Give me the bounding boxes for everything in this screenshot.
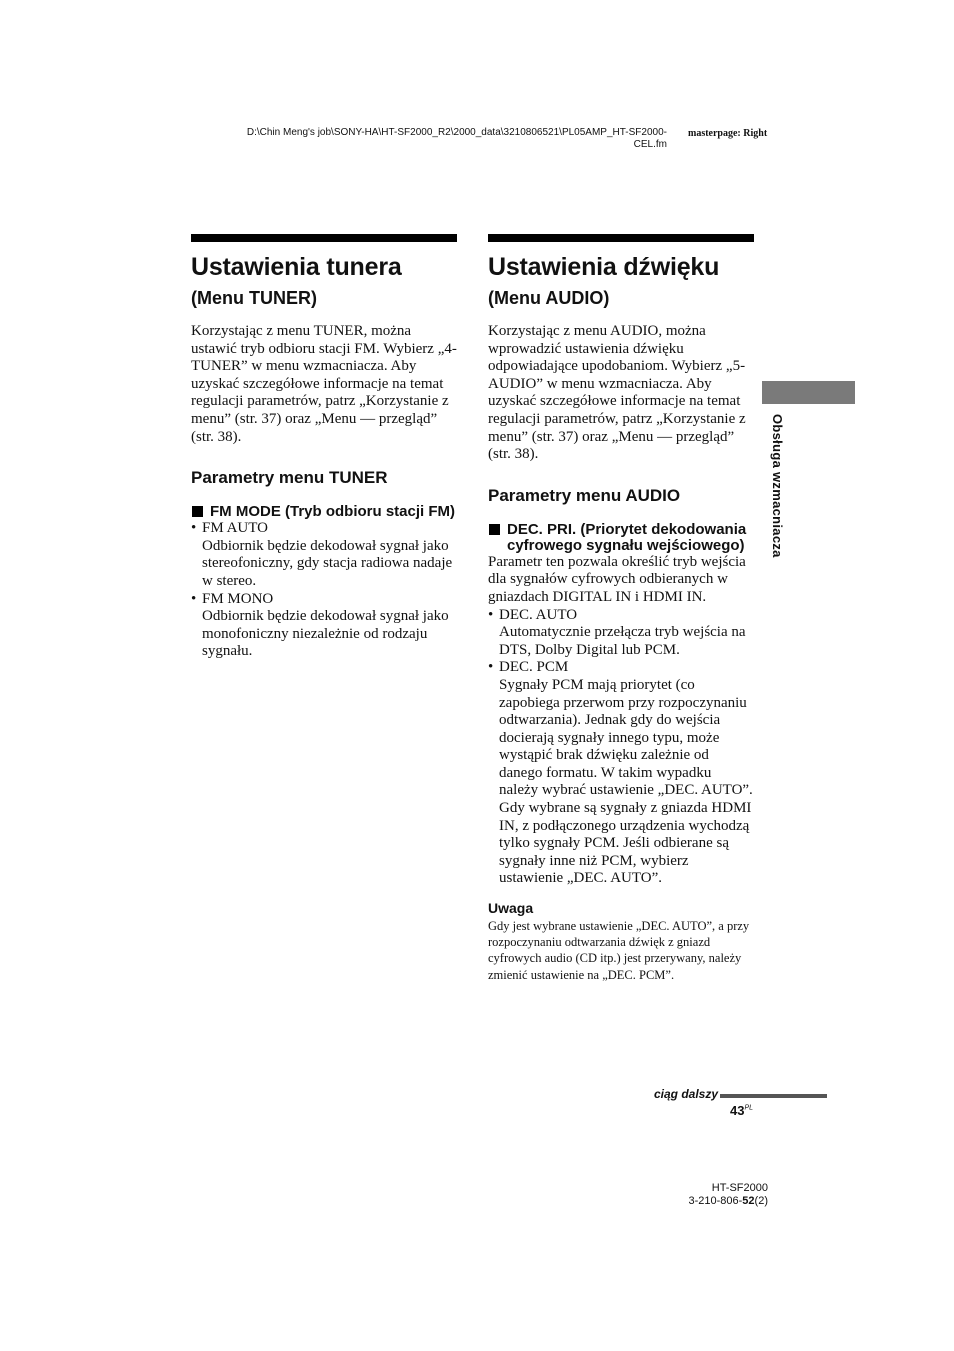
right-params-heading: Parametry menu AUDIO [488,485,681,505]
footer-model: HT-SF2000 [711,1182,768,1194]
footer-model-info [680,1182,768,1208]
continued-rule [720,1094,827,1098]
footer-code-bold: 52 [742,1195,755,1207]
left-intro: Korzystając z menu TUNER, można ustawić tryb odbioru stacji FM. Wybierz „4-TUNER” w menu wzmacniacza. Aby uzyskać szczegółowe informacje na temat regulacji parametrów, patrz „Korzystanie z menu” (str. 37) oraz „Menu — przegląd” (str. 38). [191,323,457,445]
square-bullet-icon [192,506,203,517]
bullet-label: DEC. AUTO [499,606,578,623]
page-number-suffix: PL [744,1104,754,1112]
left-bullet-list [191,520,457,661]
left-params-heading: Parametry menu TUNER [191,468,388,488]
left-subtitle: (Menu TUNER) [191,288,317,308]
list-item [488,607,754,625]
page-number-value: 43 [730,1103,745,1118]
header-file-path [195,127,667,151]
footer-code-prefix: 3-210-806- [688,1195,743,1207]
right-title: Ustawienia dźwięku [488,253,720,281]
footer-code-suffix: (2) [754,1195,768,1207]
section-rule [488,234,754,242]
bullet-dot-icon: • [488,606,494,623]
right-column [488,234,754,983]
right-item-heading [488,522,754,554]
left-title: Ustawienia tunera [191,253,402,281]
section-rule [191,234,457,242]
header-path-line-2: CEL.fm [633,139,667,150]
bullet-text: Automatycznie przełącza tryb wejścia na DTS, Dolby Digital lub PCM. [499,624,746,658]
note-heading: Uwaga [488,900,534,917]
bullet-text: Sygnały PCM mają priorytet (co zapobiega przerwom przy rozpoczynaniu odtwarzania). Jednak gdy do wejścia docierają sygnały innego typu, może wystąpić brak dźwięku zależnie od danego formatu. W takim wypadku należy wybrać ustawienie „DEC. AUTO”. [499,676,753,799]
side-tab-label-text: Obsługa wzmacniacza [770,414,785,558]
bullet-text: Odbiornik będzie dekodował sygnał jako monofoniczny niezależnie od rodzaju sygnału. [202,608,449,660]
bullet-dot-icon: • [488,659,494,676]
list-item [191,520,457,538]
bullet-text: Odbiornik będzie dekodował sygnał jako stereofoniczny, gdy stacja radiowa nadaje w stereo. [202,537,453,589]
right-intro: Korzystając z menu AUDIO, można wprowadzić ustawienia dźwięku odpowiadające upodobaniom. Wybierz „5-AUDIO” w menu wzmacniacza. Aby uzyskać szczegółowe informacje na temat regulacji parametrów, patrz „Korzystanie z menu” (str. 37) oraz „Menu — przegląd” (str. 38). [488,323,746,463]
list-item [488,659,754,677]
section-tab-marker [762,381,855,404]
left-item-heading-text: FM MODE (Tryb odbioru stacji FM) [210,503,455,521]
bullet-dot-icon: • [191,590,197,607]
right-item-heading-text: DEC. PRI. (Priorytet dekodowania cyfrowego sygnału wejściowego) [507,520,747,554]
note-text: Gdy jest wybrane ustawienie „DEC. AUTO”, a przy rozpoczynaniu odtwarzania dźwięk z gniazd cyfrowych audio (CD itp.) jest przerywany, należy zmienić ustawienie na „DEC. PCM”. [488,919,750,982]
left-item-heading [191,504,457,520]
list-item [191,591,457,609]
bullet-dot-icon: • [191,520,197,537]
page-number [730,1103,753,1118]
right-item-intro: Parametr ten pozwala określić tryb wejścia dla sygnałów cyfrowych odbieranych w gniazdach DIGITAL IN i HDMI IN. [488,553,746,605]
bullet-label: FM MONO [202,590,274,607]
square-bullet-icon [489,524,500,535]
left-column [191,234,457,661]
footer-code [680,1195,768,1208]
bullet-label: FM AUTO [202,520,268,537]
continued-label: ciąg dalszy [653,1087,718,1101]
side-tab-label [767,414,787,614]
right-bullet-list [488,607,754,889]
header-masterpage: masterpage: Right [688,128,768,139]
bullet-text-continued: Gdy wybrane są sygnały z gniazda HDMI IN, z podłączonego urządzenia wychodzą tylko sygnały PCM. Jeśli odbierane są sygnały inne niż PCM, wybierz ustawienie „DEC. AUTO”. [499,800,752,887]
header-path-line-1: D:\Chin Meng's job\SONY-HA\HT-SF2000_R2\2000_data\3210806521\PL05AMP_HT-SF2000- [246,127,667,138]
bullet-label: DEC. PCM [499,659,569,676]
right-subtitle: (Menu AUDIO) [488,288,610,308]
